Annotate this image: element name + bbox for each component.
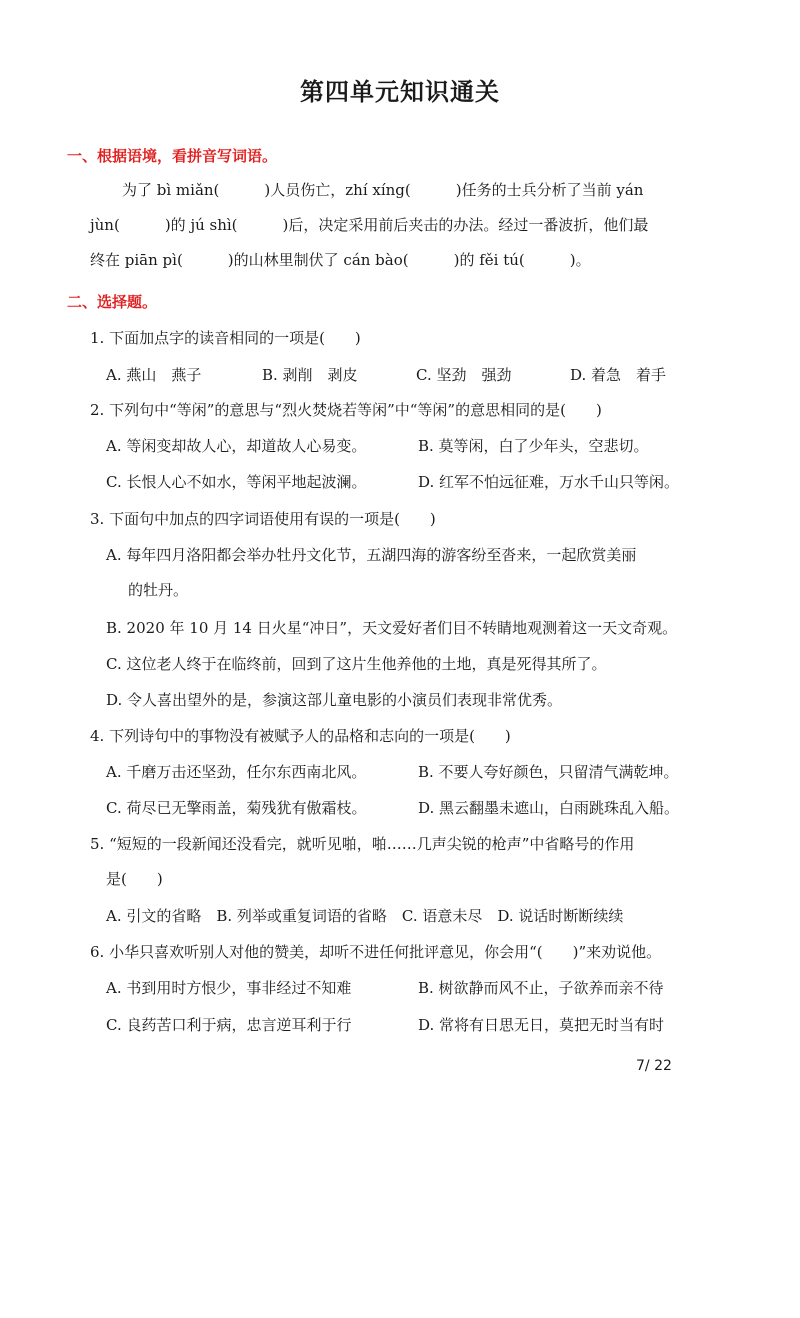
pinyin-line-1: 为了 bì miǎn( )人员伤亡，zhí xíng( )任务的士兵分析了当前 yán	[122, 181, 644, 199]
q6-stem: 6. 小华只喜欢听别人对他的赞美，却听不进任何批评意见，你会用“( )”来劝说他。	[90, 943, 662, 961]
q6-option-c: C. 良药苦口利于病，忠言逆耳利于行	[106, 1016, 352, 1034]
q1-stem: 1. 下面加点字的读音相同的一项是( )	[90, 329, 361, 347]
page-title: 第四单元知识通关	[300, 78, 500, 106]
q3-option-b: B. 2020 年 10 月 14 日火星“冲日”，天文爱好者们目不转睛地观测着这一天文奇观。	[106, 619, 678, 637]
q1-option-b: B. 剥削 剥皮	[262, 366, 358, 384]
q3-option-c: C. 这位老人终于在临终前，回到了这片生他养他的土地，真是死得其所了。	[106, 655, 607, 673]
q4-option-d: D. 黑云翻墨未遮山，白雨跳珠乱入船。	[418, 799, 680, 817]
q5-stem-line2: 是( )	[106, 870, 163, 888]
q4-option-c: C. 荷尽已无擎雨盖，菊残犹有傲霜枝。	[106, 799, 367, 817]
q1-option-d: D. 着急 着手	[570, 366, 667, 384]
q3-option-d: D. 令人喜出望外的是，参演这部儿童电影的小演员们表现非常优秀。	[106, 691, 563, 709]
page-number: 7/ 22	[636, 1058, 672, 1074]
pinyin-line-3: 终在 piān pì( )的山林里制伏了 cán bào( )的 fěi tú( )。	[90, 251, 591, 269]
q3-option-a-line1: A. 每年四月洛阳都会举办牡丹文化节，五湖四海的游客纷至沓来，一起欣赏美丽	[106, 546, 637, 564]
section2-heading: 二、选择题。	[67, 293, 158, 311]
q3-stem: 3. 下面句中加点的四字词语使用有误的一项是( )	[90, 510, 436, 528]
q6-option-d: D. 常将有日思无日，莫把无时当有时	[418, 1016, 665, 1034]
q1-option-c: C. 坚劲 强劲	[416, 366, 512, 384]
q1-option-a: A. 燕山 燕子	[106, 366, 202, 384]
q6-option-a: A. 书到用时方恨少，事非经过不知难	[106, 979, 352, 997]
section1-heading: 一、根据语境，看拼音写词语。	[67, 147, 278, 165]
q2-option-a: A. 等闲变却故人心，却道故人心易变。	[106, 437, 367, 455]
q4-option-a: A. 千磨万击还坚劲，任尔东西南北风。	[106, 763, 367, 781]
q2-option-d: D. 红军不怕远征难，万水千山只等闲。	[418, 473, 680, 491]
q5-options: A. 引文的省略 B. 列举或重复词语的省略 C. 语意未尽 D. 说话时断断续续	[106, 907, 624, 925]
q2-option-c: C. 长恨人心不如水，等闲平地起波澜。	[106, 473, 367, 491]
q3-option-a-line2: 的牡丹。	[128, 581, 189, 599]
q2-stem: 2. 下列句中“等闲”的意思与“烈火焚烧若等闲”中“等闲”的意思相同的是( )	[90, 401, 602, 419]
q4-option-b: B. 不要人夸好颜色，只留清气满乾坤。	[418, 763, 679, 781]
pinyin-line-2: jùn( )的 jú shì( )后，决定采用前后夹击的办法。经过一番波折，他们最	[90, 216, 649, 234]
q6-option-b: B. 树欲静而风不止，子欲养而亲不待	[418, 979, 664, 997]
q5-stem-line1: 5. “短短的一段新闻还没看完，就听见啪，啪……几声尖锐的枪声”中省略号的作用	[90, 835, 635, 853]
q4-stem: 4. 下列诗句中的事物没有被赋予人的品格和志向的一项是( )	[90, 727, 511, 745]
q2-option-b: B. 莫等闲，白了少年头，空悲切。	[418, 437, 649, 455]
